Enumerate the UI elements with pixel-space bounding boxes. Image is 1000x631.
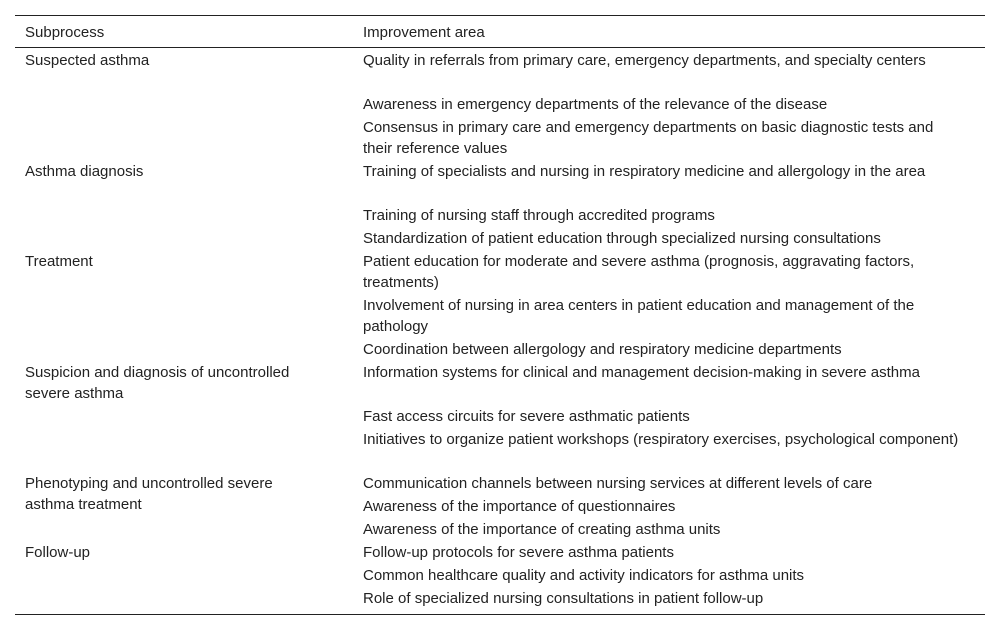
subprocess-label: Follow-up — [25, 544, 91, 561]
improvement-item: Patient education for moderate and severe asthma (prognosis, aggravating factors, treatments) — [363, 253, 915, 291]
improvement-item: Consensus in primary care and emergency departments on basic diagnostic tests and their reference values — [363, 119, 934, 157]
improvement-item: Follow-up protocols for severe asthma patients — [363, 544, 674, 561]
improvement-item: Quality in referrals from primary care, emergency departments, and specialty centers — [363, 52, 926, 69]
improvement-item: Coordination between allergology and respiratory medicine departments — [363, 341, 842, 358]
improvement-item: Standardization of patient education through specialized nursing consultations — [363, 230, 881, 247]
column-header-improvement-area: Improvement area — [363, 24, 485, 41]
improvement-item: Common healthcare quality and activity indicators for asthma units — [363, 567, 805, 584]
subprocess-label: Asthma diagnosis — [25, 163, 144, 180]
improvement-item: Role of specialized nursing consultations in patient follow-up — [363, 590, 764, 607]
subprocess-label: Phenotyping and uncontrolled severe asthma treatment — [25, 475, 273, 513]
improvement-item: Fast access circuits for severe asthmatic patients — [363, 408, 690, 425]
improvement-item: Training of specialists and nursing in respiratory medicine and allergology in the area — [363, 163, 926, 180]
improvement-item: Information systems for clinical and management decision-making in severe asthma — [363, 364, 920, 381]
improvement-item: Initiatives to organize patient workshops (respiratory exercises, psychological component) — [363, 431, 959, 448]
header-rule — [15, 47, 985, 48]
subprocess-label: Suspected asthma — [25, 52, 150, 69]
improvement-item: Awareness of the importance of creating asthma units — [363, 521, 721, 538]
table-top-rule — [15, 15, 985, 16]
improvement-item: Involvement of nursing in area centers in patient education and management of the pathology — [363, 297, 915, 335]
improvement-item: Training of nursing staff through accredited programs — [363, 207, 715, 224]
improvement-item: Awareness of the importance of questionnaires — [363, 498, 676, 515]
improvement-item: Communication channels between nursing services at different levels of care — [363, 475, 873, 492]
table-bottom-rule — [15, 614, 985, 615]
improvement-item: Awareness in emergency departments of the relevance of the disease — [363, 96, 828, 113]
subprocess-label: Suspicion and diagnosis of uncontrolled severe asthma — [25, 364, 290, 402]
column-header-subprocess: Subprocess — [25, 24, 105, 41]
subprocess-label: Treatment — [25, 253, 93, 270]
